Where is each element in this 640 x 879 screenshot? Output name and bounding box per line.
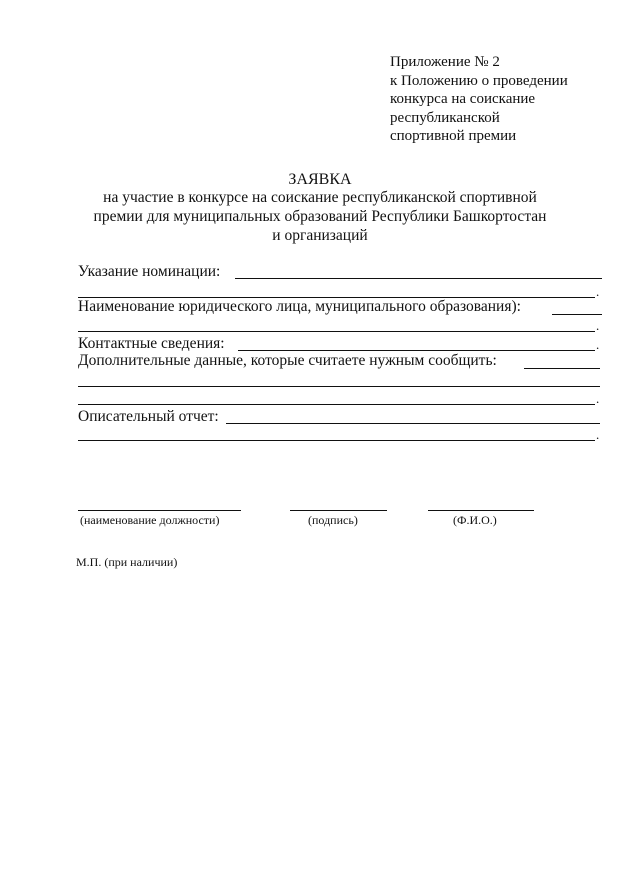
fio-caption: (Ф.И.О.)	[453, 513, 497, 527]
legal-name-label: Наименование юридического лица, муниципального образования):	[78, 298, 521, 315]
nomination-label: Указание номинации:	[78, 263, 221, 280]
line-end-dot: .	[596, 391, 600, 406]
fio-signature-line[interactable]	[428, 510, 534, 511]
line-end-dot: .	[596, 427, 600, 442]
position-signature-line[interactable]	[78, 510, 241, 511]
appendix-block	[390, 53, 568, 146]
sign-caption: (подпись)	[308, 513, 358, 527]
line-end-dot: .	[596, 337, 600, 352]
stamp-label: М.П. (при наличии)	[76, 555, 178, 569]
additional-input-line-2[interactable]	[78, 386, 600, 387]
appendix-line: республиканской	[390, 109, 500, 126]
subtitle-line: на участие в конкурсе на соискание республиканской спортивной	[103, 189, 537, 206]
report-label: Описательный отчет:	[78, 408, 219, 425]
nomination-input-line[interactable]	[235, 278, 602, 279]
legal-name-input-line-2[interactable]	[78, 331, 595, 332]
document-title: ЗАЯВКА	[288, 171, 352, 188]
appendix-line: Приложение № 2	[390, 54, 500, 70]
appendix-line: к Положению о проведении	[390, 72, 568, 89]
contacts-input-line[interactable]	[238, 350, 595, 351]
additional-input-line-3[interactable]	[78, 404, 595, 405]
contacts-label: Контактные сведения:	[78, 335, 225, 352]
report-input-line-2[interactable]	[78, 440, 595, 441]
legal-name-input-line[interactable]	[552, 314, 602, 315]
line-end-dot: .	[596, 284, 600, 299]
line-end-dot: .	[596, 318, 600, 333]
additional-input-line[interactable]	[524, 368, 600, 369]
subtitle-line: и организаций	[272, 227, 368, 244]
report-input-line[interactable]	[226, 423, 600, 424]
appendix-line: спортивной премии	[390, 128, 517, 145]
appendix-line: конкурса на соискание	[390, 91, 536, 108]
subtitle-line: премии для муниципальных образований Республики Башкортостан	[93, 208, 547, 225]
sign-signature-line[interactable]	[290, 510, 387, 511]
additional-label: Дополнительные данные, которые считаете нужным сообщить:	[78, 352, 497, 369]
position-caption: (наименование должности)	[80, 513, 220, 527]
